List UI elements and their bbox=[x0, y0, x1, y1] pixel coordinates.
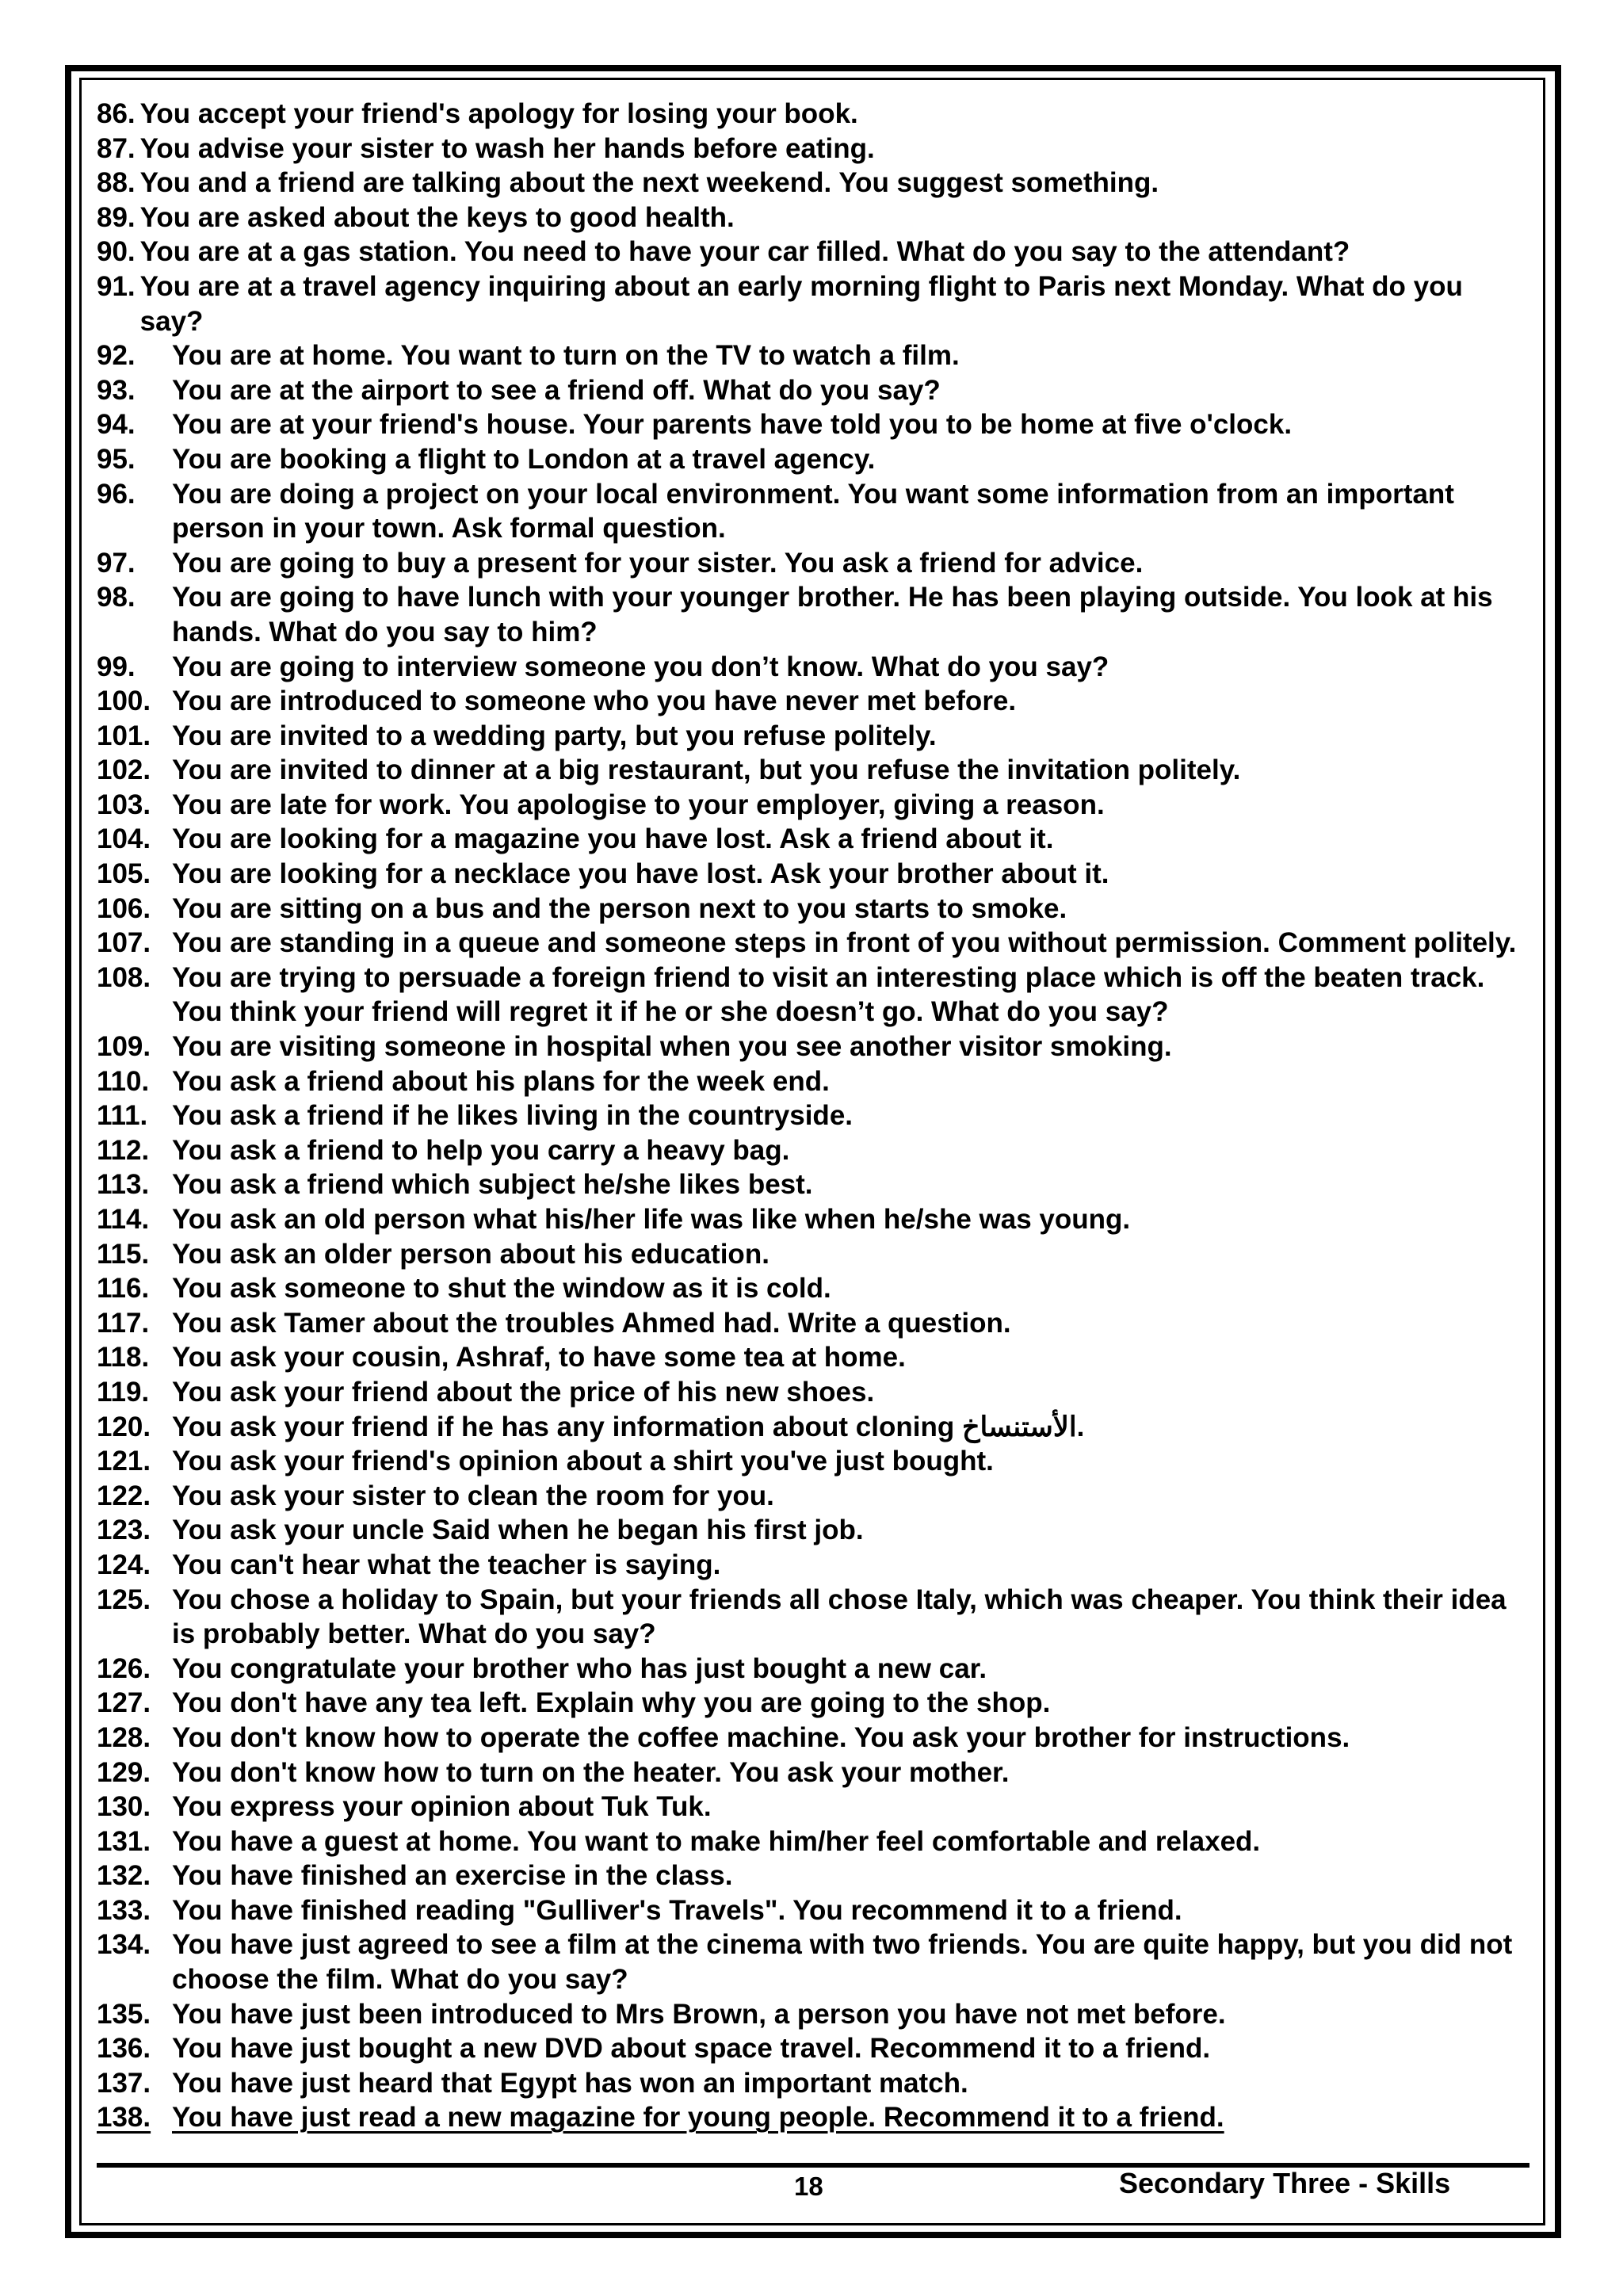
item-text: You ask someone to shut the window as it is cold. bbox=[172, 1273, 831, 1305]
list-item bbox=[97, 132, 1531, 166]
item-text: You ask a friend if he likes living in the countryside. bbox=[172, 1100, 854, 1132]
item-text: You are trying to persuade a foreign friend to visit an interesting place which is off the beaten track. You think your friend will regret it if he or she doesn’t go. What do you say? bbox=[172, 961, 1485, 1028]
list-item bbox=[97, 2066, 1531, 2101]
list-item bbox=[97, 546, 1531, 581]
list-item bbox=[97, 719, 1531, 754]
list-item bbox=[97, 442, 1531, 477]
item-text: You are late for work. You apologise to your employer, giving a reason. bbox=[172, 789, 1105, 820]
list-item bbox=[97, 1167, 1531, 1202]
list-item bbox=[97, 580, 1531, 649]
item-number: 100. bbox=[97, 686, 151, 717]
list-item bbox=[97, 1893, 1531, 1928]
item-text: You are booking a flight to London at a travel agency. bbox=[172, 443, 876, 475]
item-number: 136. bbox=[97, 2033, 151, 2065]
list-item bbox=[97, 1686, 1531, 1721]
list-item bbox=[97, 1721, 1531, 1755]
item-number: 98. bbox=[97, 582, 136, 613]
list-item bbox=[97, 1755, 1531, 1790]
item-number: 94. bbox=[97, 409, 136, 441]
item-text: You have finished an exercise in the class. bbox=[172, 1860, 733, 1892]
item-text: You have just bought a new DVD about space travel. Recommend it to a friend. bbox=[172, 2033, 1211, 2065]
list-item bbox=[97, 1790, 1531, 1824]
item-text: You are invited to dinner at a big restaurant, but you refuse the invitation politely. bbox=[172, 755, 1241, 786]
item-text: You have just heard that Egypt has won an important match. bbox=[172, 2067, 968, 2099]
item-number: 111. bbox=[97, 1100, 148, 1132]
list-item bbox=[97, 1237, 1531, 1272]
item-text: You are looking for a magazine you have lost. Ask a friend about it. bbox=[172, 823, 1054, 855]
item-number: 106. bbox=[97, 892, 151, 924]
item-text: You don't know how to operate the coffee machine. You ask your brother for instructions. bbox=[172, 1721, 1350, 1753]
list-item bbox=[97, 1030, 1531, 1064]
list-item bbox=[97, 1824, 1531, 1859]
item-text: You are introduced to someone who you have never met before. bbox=[172, 686, 1017, 717]
item-text: You are going to have lunch with your younger brother. He has been playing outside. You look at his hands. What do you say to him? bbox=[172, 582, 1493, 648]
item-number: 90. bbox=[97, 236, 136, 268]
item-number: 138. bbox=[97, 2102, 151, 2134]
list-item bbox=[97, 338, 1531, 373]
list-item bbox=[97, 201, 1531, 235]
item-number: 97. bbox=[97, 547, 136, 579]
item-number: 133. bbox=[97, 1894, 151, 1926]
list-item bbox=[97, 1271, 1531, 1306]
item-number: 104. bbox=[97, 823, 151, 855]
list-item bbox=[97, 1444, 1531, 1479]
item-text: You ask your uncle Said when he began his first job. bbox=[172, 1515, 864, 1546]
item-number: 121. bbox=[97, 1446, 151, 1477]
list-item bbox=[97, 684, 1531, 719]
item-number: 113. bbox=[97, 1169, 150, 1201]
list-item bbox=[97, 1997, 1531, 2032]
list-item bbox=[97, 97, 1531, 132]
item-number: 129. bbox=[97, 1756, 151, 1788]
item-text: You are at home. You want to turn on the TV to watch a film. bbox=[172, 340, 960, 372]
item-number: 135. bbox=[97, 1998, 151, 2030]
item-text: You are at the airport to see a friend off. What do you say? bbox=[172, 374, 941, 406]
item-text: You ask an old person what his/her life was like when he/she was young. bbox=[172, 1204, 1131, 1235]
list-item bbox=[97, 822, 1531, 857]
list-item bbox=[97, 1513, 1531, 1548]
item-text: You ask a friend about his plans for the week end. bbox=[172, 1065, 830, 1097]
item-number: 114. bbox=[97, 1204, 150, 1235]
item-number: 116. bbox=[97, 1273, 150, 1305]
item-text: You don't know how to turn on the heater. You ask your mother. bbox=[172, 1756, 1010, 1788]
item-number: 102. bbox=[97, 755, 151, 786]
item-text: You are at a gas station. You need to have your car filled. What do you say to the attendant? bbox=[139, 236, 1350, 268]
list-item bbox=[97, 1306, 1531, 1341]
item-text: You are standing in a queue and someone steps in front of you without permission. Comment politely. bbox=[172, 927, 1517, 959]
list-item bbox=[97, 961, 1531, 1030]
list-item bbox=[97, 2031, 1531, 2066]
list-item bbox=[97, 477, 1531, 546]
list-item bbox=[97, 1859, 1531, 1893]
item-number: 101. bbox=[97, 720, 151, 751]
list-item bbox=[97, 1583, 1531, 1652]
list-item bbox=[97, 1410, 1531, 1445]
item-text: You have just been introduced to Mrs Brown, a person you have not met before. bbox=[172, 1998, 1226, 2030]
list-item bbox=[97, 788, 1531, 823]
list-item bbox=[97, 650, 1531, 685]
item-text: You accept your friend's apology for losing your book. bbox=[139, 98, 858, 129]
item-number: 109. bbox=[97, 1031, 151, 1063]
item-text: You are going to interview someone you don’t know. What do you say? bbox=[172, 651, 1109, 682]
item-number: 132. bbox=[97, 1860, 151, 1892]
item-number: 122. bbox=[97, 1480, 151, 1511]
list-item bbox=[97, 1927, 1531, 1996]
list-item bbox=[97, 857, 1531, 892]
item-number: 124. bbox=[97, 1549, 151, 1580]
item-text: You are at your friend's house. Your parents have told you to be home at five o'clock. bbox=[172, 409, 1293, 441]
list-item bbox=[97, 1340, 1531, 1375]
list-item bbox=[97, 1133, 1531, 1168]
item-text: You and a friend are talking about the next weekend. You suggest something. bbox=[139, 167, 1159, 199]
item-number: 87. bbox=[97, 132, 136, 164]
list-item bbox=[97, 407, 1531, 442]
item-number: 128. bbox=[97, 1721, 151, 1753]
item-number: 108. bbox=[97, 961, 151, 993]
item-number: 131. bbox=[97, 1825, 151, 1857]
item-number: 99. bbox=[97, 651, 136, 682]
item-number: 137. bbox=[97, 2067, 151, 2099]
item-number: 127. bbox=[97, 1687, 151, 1719]
item-text: You can't hear what the teacher is saying. bbox=[172, 1549, 721, 1580]
item-number: 123. bbox=[97, 1515, 151, 1546]
item-text: You are doing a project on your local environment. You want some information from an important person in your town. Ask formal question. bbox=[172, 478, 1454, 544]
item-text: You have finished reading "Gulliver's Travels". You recommend it to a friend. bbox=[172, 1894, 1182, 1926]
item-text: You are visiting someone in hospital when you see another visitor smoking. bbox=[172, 1031, 1172, 1063]
footer-label: Secondary Three - Skills bbox=[1119, 2167, 1451, 2199]
list-item bbox=[97, 1064, 1531, 1099]
list-item bbox=[97, 1375, 1531, 1410]
item-number: 103. bbox=[97, 789, 151, 820]
list-item bbox=[97, 269, 1531, 338]
item-number: 93. bbox=[97, 374, 136, 406]
list-item bbox=[97, 1479, 1531, 1514]
item-text: You have just agreed to see a film at the cinema with two friends. You are quite happy, but you did not choose the film. What do you say? bbox=[172, 1929, 1513, 1996]
item-number: 96. bbox=[97, 478, 136, 510]
question-list bbox=[97, 97, 1531, 2135]
item-text: You ask a friend to help you carry a heavy bag. bbox=[172, 1134, 790, 1166]
list-item bbox=[97, 753, 1531, 788]
item-text: You ask an older person about his education. bbox=[172, 1238, 769, 1270]
item-number: 95. bbox=[97, 443, 136, 475]
item-text: You are invited to a wedding party, but you refuse politely. bbox=[172, 720, 937, 751]
item-number: 125. bbox=[97, 1584, 151, 1615]
list-item bbox=[97, 2100, 1531, 2135]
list-item bbox=[97, 892, 1531, 926]
item-text: You express your opinion about Tuk Tuk. bbox=[172, 1791, 712, 1823]
item-number: 88. bbox=[97, 167, 136, 199]
item-number: 120. bbox=[97, 1411, 151, 1442]
item-number: 117. bbox=[97, 1307, 150, 1339]
item-text: You congratulate your brother who has just bought a new car. bbox=[172, 1652, 987, 1684]
list-item bbox=[97, 1202, 1531, 1237]
item-text: You ask your friend about the price of his new shoes. bbox=[172, 1376, 875, 1408]
item-number: 130. bbox=[97, 1791, 151, 1823]
item-text: You are asked about the keys to good health. bbox=[139, 201, 735, 233]
list-item bbox=[97, 235, 1531, 269]
item-text: You ask your friend if he has any information about cloning الأستنساخ. bbox=[172, 1411, 1085, 1442]
list-item bbox=[97, 1548, 1531, 1583]
item-number: 107. bbox=[97, 927, 151, 959]
list-item bbox=[97, 373, 1531, 408]
item-text: You have a guest at home. You want to make him/her feel comfortable and relaxed. bbox=[172, 1825, 1261, 1857]
item-number: 105. bbox=[97, 858, 151, 890]
list-item bbox=[97, 926, 1531, 961]
item-number: 89. bbox=[97, 201, 136, 233]
item-text: You are going to buy a present for your sister. You ask a friend for advice. bbox=[172, 547, 1144, 579]
item-text: You are sitting on a bus and the person next to you starts to smoke. bbox=[172, 892, 1067, 924]
list-item bbox=[97, 1652, 1531, 1687]
page-number: 18 bbox=[794, 2172, 823, 2201]
item-number: 110. bbox=[97, 1065, 150, 1097]
item-text: You chose a holiday to Spain, but your friends all chose Italy, which was cheaper. You think their idea is probably better. What do you say? bbox=[172, 1584, 1507, 1650]
item-text: You ask Tamer about the troubles Ahmed had. Write a question. bbox=[172, 1307, 1011, 1339]
item-text: You are at a travel agency inquiring about an early morning flight to Paris next Monday. What do you say? bbox=[139, 270, 1463, 337]
item-text: You ask your cousin, Ashraf, to have some tea at home. bbox=[172, 1342, 906, 1373]
item-text: You have just read a new magazine for young people. Recommend it to a friend. bbox=[172, 2102, 1224, 2134]
item-number: 112. bbox=[97, 1134, 150, 1166]
item-number: 134. bbox=[97, 1929, 151, 1961]
item-text: You are looking for a necklace you have lost. Ask your brother about it. bbox=[172, 858, 1109, 890]
list-item bbox=[97, 166, 1531, 201]
list-item bbox=[97, 1098, 1531, 1133]
item-text: You don't have any tea left. Explain why you are going to the shop. bbox=[172, 1687, 1051, 1719]
item-text: You ask your sister to clean the room for you. bbox=[172, 1480, 774, 1511]
item-number: 115. bbox=[97, 1238, 150, 1270]
item-number: 118. bbox=[97, 1342, 150, 1373]
item-text: You ask your friend's opinion about a shirt you've just bought. bbox=[172, 1446, 994, 1477]
item-number: 92. bbox=[97, 340, 136, 372]
item-number: 91. bbox=[97, 270, 136, 302]
item-number: 119. bbox=[97, 1376, 150, 1408]
item-text: You ask a friend which subject he/she likes best. bbox=[172, 1169, 813, 1201]
item-number: 126. bbox=[97, 1652, 151, 1684]
item-text: You advise your sister to wash her hands before eating. bbox=[139, 132, 875, 164]
item-number: 86. bbox=[97, 98, 136, 129]
